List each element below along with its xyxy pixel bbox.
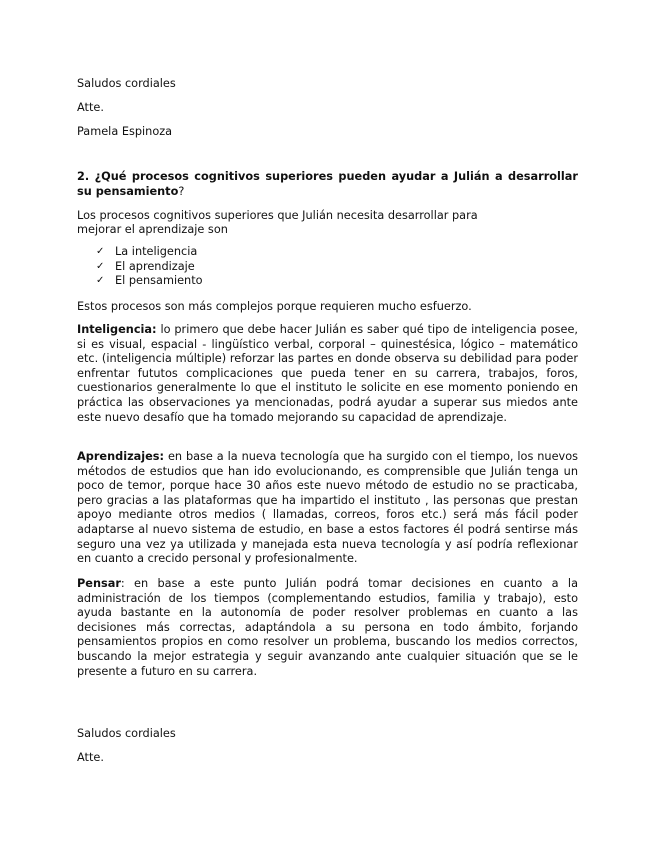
list-item-label: La inteligencia	[115, 245, 198, 258]
list-item	[96, 260, 203, 275]
term-inteligencia: Inteligencia:	[77, 323, 157, 336]
list-item	[96, 245, 203, 260]
closing-signature-name: Pamela Espinoza	[77, 125, 173, 138]
intro-line-1: Los procesos cognitivos superiores que Julián necesita desarrollar para	[77, 209, 478, 222]
question-heading	[77, 170, 578, 199]
paragraph-text: : en base a este punto Julián podrá tomar decisiones en cuanto a la administración de los tiempos (complementando estudios, familia y trabajo), esto ayuda bastante en la autonomía de poder resolver problemas en cuanto a las decisiones más correctas, adaptándola a su persona en todo ámbito, forjando pensamientos propios en como resolver un problema, buscando los medios correctos, buscando la mejor estrategia y seguir avanzando ante cualquier situación que se le presente a futuro en su carrera.	[77, 577, 578, 678]
check-icon: ✓	[96, 260, 105, 272]
process-list	[96, 245, 203, 289]
paragraph-aprendizajes	[77, 450, 578, 567]
question-mark: ?	[178, 184, 185, 198]
intro-line-2: mejorar el aprendizaje son	[77, 223, 228, 236]
list-item	[96, 274, 203, 289]
check-icon: ✓	[96, 275, 105, 287]
paragraph-pensar	[77, 577, 578, 679]
term-pensar: Pensar	[77, 577, 121, 590]
check-icon: ✓	[96, 246, 105, 257]
closing-greeting-bottom: Saludos cordiales	[77, 727, 176, 740]
list-item-label: El aprendizaje	[115, 259, 195, 273]
paragraph-text: en base a la nueva tecnología que ha surgido con el tiempo, los nuevos métodos de estudios que han ido evolucionando, es comprensible que Julián tenga un poco de temor, porque hace 30 años este nuevo método de estudio no se practicaba, pero gracias a las plataformas que ha impartido el instituto , las personas que prestan apoyo mediante otros medios ( llamadas, correos, foros etc.) será más fácil poder adaptarse al nuevo sistema de estudio, en base a estos factores él podrá sentirse más seguro una vez ya utilizada y manejada esta nueva tecnología y así podría reflexionar en cuanto a crecido personal y profesionalmente.	[77, 450, 578, 566]
closing-atte-bottom: Atte.	[77, 751, 104, 764]
closing-greeting: Saludos cordiales	[77, 77, 176, 90]
list-item-label: El pensamiento	[115, 274, 203, 288]
summary-text: Estos procesos son más complejos porque requieren mucho esfuerzo.	[77, 300, 472, 313]
question-text: 2. ¿Qué procesos cognitivos superiores pueden ayudar a Julián a desarrollar su pensamiento	[77, 170, 578, 198]
closing-atte: Atte.	[77, 101, 104, 114]
paragraph-inteligencia	[77, 323, 578, 425]
term-aprendizajes: Aprendizajes:	[77, 450, 165, 463]
paragraph-text: lo primero que debe hacer Julián es saber qué tipo de inteligencia posee, si es visual, espacial - lingüístico verbal, corporal – quinestésica, lógico – matemático etc. (inteligencia múltiple) reforzar las partes en donde observa su debilidad para poder enfrentar fututos complicaciones que pueda tener en su carrera, trabajos, foros, cuestionarios generalmente lo que el instituto le solicite en ese momento poniendo en práctica las observaciones ya mencionadas, podrá ayudar a superar sus miedos ante este nuevo desafío que ha tomado mejorando su capacidad de aprendizaje.	[77, 323, 578, 424]
